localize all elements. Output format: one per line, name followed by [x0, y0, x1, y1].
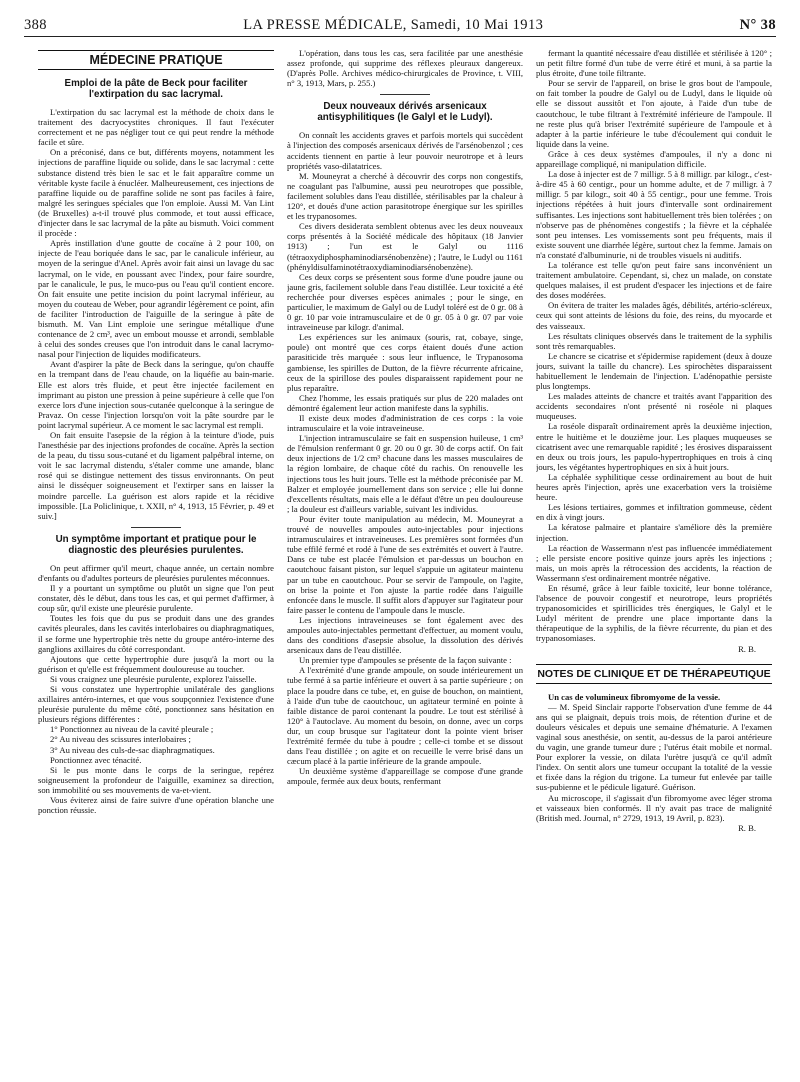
- paragraph: En résumé, grâce à leur faible toxicité, leur bonne tolérance, l'absence de pouvoir congestif et neurotrope, leurs propriétés trypanosomicides et spirillicides très énergiques, le Galyl et le Ludyl méritent de prendre une place importante dans la thérapeutique de la syphilis, de la fièvre récurrente, du pian et des trypanosomiases.: [536, 582, 772, 644]
- page-header: [24, 14, 776, 37]
- paragraph: Ponctionnez avec ténacité.: [50, 754, 142, 765]
- paragraph: Un premier type d'ampoules se présente de la façon suivante :: [299, 655, 512, 666]
- paragraph: Ajoutons que cette hypertrophie dure jusqu'à la mort ou la guérison et qu'elle est fréquemment douloureuse au toucher.: [38, 653, 274, 674]
- list-item: 2° Au niveau des scissures interlobaires ;: [50, 734, 191, 745]
- list-item: 1° Ponctionnez au niveau de la cavité pleurale ;: [50, 724, 214, 735]
- article-title-derives-arsenicaux: Deux nouveaux dérivés arsenicaux antisyphilitiques (le Galyl et le Ludyl).: [317, 101, 493, 124]
- paragraph: A l'extrémité d'une grande ampoule, on soude intérieurement un tube fermé à sa partie inférieure et ouvert à sa partie supérieure ; on place la poudre dans ce tube, et, en guise de bouchon, on maintient, à l'aide d'un tube de caoutchouc, un agitateur terminé en pointe à faible distance de paroi contenant la poudre. Le tout est stérilisé à 120° à l'autoclave. Au moment du besoin, on donne, avec un corps dur, un coup brusque sur l'agitateur dont la pointe vient briser l'extrémité fermée du tube à poudre ; celle-ci tombe et se dissout dans l'eau distillée ; on agite et on recueille le verre brisé dans un cæcum placé à la partie inférieure de la grande ampoule.: [287, 665, 523, 767]
- paragraph: Si vous craignez une pleurésie purulente, explorez l'aisselle.: [50, 673, 257, 684]
- paragraph: L'injection intramusculaire se fait en suspension huileuse, 1 cm³ de l'émulsion renfermant 0 gr. 20 ou 0 gr. 30 de corps actif. On fait deux injections de 1/2 cm³ chacune dans les masses musculaires de la région lombaire, de chaque côté du rachis. On renouvelle les injections tous les huit jours. Telle est la méthode préconisée par M. Balzer et employée journellement dans son service ; elle lui donne d'excellents résultats, mais elle a le défaut d'être un peu douloureuse ; la douleur est d'ailleurs variable, suivant les individus.: [287, 433, 523, 514]
- paragraph: Au microscope, il s'agissait d'un fibromyome avec léger stroma et vaisseaux bien conformés. Il n'y avait pas trace de malignité (British med. Journal, n° 2729, 1913, 19 Avril, p. 823).: [536, 792, 772, 823]
- paragraph: On peut affirmer qu'il meurt, chaque année, un certain nombre d'enfants ou d'adultes porteurs de pleurésies purulentes méconnues.: [38, 562, 274, 583]
- paragraph: Si vous constatez une hypertrophie unilatérale des ganglions axillaires antéro-internes, et que vous soupçonniez l'existence d'une pleurésie purulente du même côté, ponctionnez sans hésitation en plusieurs régions différentes :: [38, 683, 274, 725]
- paragraph: On a préconisé, dans ce but, différents moyens, notamment les injections de paraffine liquide ou solide, dans le sac lacrymal : cette substance distend très bien le sac et le fait apparaître comme un véritable kyste facile à énucléer. Malheureusement, ces injections de paraffine liquide ou de paraffine solide ne sont pas faciles à faire, malgré les seringues spéciales que l'on emploie. Aussi M. Van Lint (de Bruxelles) a-t-il trouvé plus commode, et tout aussi efficace, d'injecter dans le sac lacrymal de la pâte au bismuth. Voici comment il procède :: [38, 147, 274, 239]
- column-3: [536, 48, 772, 1073]
- paragraph: Il y a pourtant un symptôme ou plutôt un signe que l'on peut constater, dès le début, dans tous les cas, et qui permet d'affirmer, à coup sûr, qu'il existe une pleurésie purulente.: [38, 583, 274, 614]
- paragraph: Le chancre se cicatrise et s'épidermise rapidement (deux à douze jours, suivant la taille du chancre). Les spirochètes disparaissent habituellement le lendemain de l'injection. L'adénopathie persiste plus longtemps.: [536, 350, 772, 392]
- paragraph: La réaction de Wassermann n'est pas influencée immédiatement ; elle persiste encore positive quinze jours après les injections ; mais, un mois après la rétrocession des accidents, la réaction de Wassermann s'est ordinairement montrée négative.: [536, 542, 772, 583]
- paragraph: Avant d'aspirer la pâte de Beck dans la seringue, qu'on chauffe en la trempant dans de l'eau chaude, on la liquéfie au bain-marie. Elle est alors très fluide, et peut être injectée facilement en imprimant au piston une pression à peine supérieure à celle que l'on exerce lors d'une injection sous-cutanée quelconque à la seringue de Pravaz. On cesse l'injection lorsqu'on voit la pâte sourdre par le point lacrymal supérieur. A ce moment le sac lacrymal est rempli.: [38, 359, 274, 430]
- article-title-pleuresies: Un symptôme important et pratique pour le diagnostic des pleurésies purulentes.: [55, 533, 257, 556]
- article-derives-arsenicaux-continued: [536, 48, 772, 654]
- author-signature: R. B.: [738, 643, 756, 654]
- paragraph: Il existe deux modes d'administration de ces corps : la voie intramusculaire et la voie intraveineuse.: [287, 413, 523, 434]
- paragraph: La tolérance est telle qu'on peut faire sans inconvénient un traitement ambulatoire. Cependant, si, chez un malade, on constate quelques malaises, il est prudent d'espacer les injections et de faire des doses modérées.: [536, 259, 772, 301]
- article-pleuresies-body: [38, 563, 274, 815]
- paragraph: Un deuxième système d'appareillage se compose d'une grande ampoule, fermée aux deux bouts, renfermant: [287, 766, 523, 787]
- paragraph: Les lésions tertiaires, gommes et infiltration gommeuse, cèdent en dix à vingt jours.: [536, 502, 772, 523]
- paragraph: On évitera de traiter les malades âgés, débilités, artério-scléreux, ceux qui sont atteints de lésions du foie, des reins, du myocarde et des vaisseaux.: [536, 300, 772, 331]
- paragraph: Après instillation d'une goutte de cocaïne à 2 pour 100, on injecte de l'eau boriquée dans le sac, par le canalicule inférieur, au moyen de la seringue d'Anel. Après avoir fait ainsi un lavage du sac lacrymal, on le vide, en poussant avec l'index, pour faire sourdre, par le canalicule, le pus, le muco-pus ou l'eau qu'il contient encore. On fait ensuite une petite incision du point lacrymal inférieur, au moyen du couteau de Weber, pour agrandir légèrement ce point, afin de faciliter l'introduction de l'aiguille de la seringue à pâte de bismuth. M. Van Lint emploie une seringue métallique d'une contenance de 2 cm³, avec un embout mousse et arrondi, semblable à celui des sondes creuses que l'on introduit dans le canal lacrymo-nasal pour l'injection de liquides modificateurs.: [38, 238, 274, 360]
- article-separator: [380, 94, 430, 95]
- list-item: 3° Au niveau des culs-de-sac diaphragmatiques.: [50, 744, 215, 755]
- paragraph: Si le pus monte dans le corps de la seringue, repérez soigneusement la profondeur de l'aiguille, examinez sa direction, son immobilité ou ses mouvements de va-et-vient.: [38, 764, 274, 795]
- paragraph: Les injections intraveineuses se font également avec des ampoules auto-injectables permettant d'effectuer, au moment voulu, dans des conditions d'asepsie absolue, la dissolution des dérivés arsenicaux dans de l'eau distillée.: [287, 614, 523, 656]
- paragraph: fermant la quantité nécessaire d'eau distillée et stérilisée à 120° ; un petit filtre formé d'un tube de verre étiré et muni, à sa partie la plus étroite, d'une toile filtrante.: [536, 48, 772, 79]
- paragraph: Chez l'homme, les essais pratiqués sur plus de 220 malades ont démontré également leur action manifeste dans la syphilis.: [287, 392, 523, 413]
- paragraph: On fait ensuite l'asepsie de la région à la teinture d'iode, puis l'anesthésie par des injections profondes de cocaïne. Après la section de la peau, du tissu sous-cutané et du ligament palpébral interne, on voit le sac lacrymal distendu, s'étaler comme une amande, blanc rosé qui se distingue nettement des tissus environnants. On peut ainsi le disséquer soigneusement et l'extirper sans en laisser la moindre parcelle. La guérison est alors rapide et la récidive impossible. [La Policlinique, t. XXII, n° 4, 1913, 15 Février, p. 49 et suiv.]: [38, 430, 274, 521]
- column-2: [287, 48, 523, 1073]
- paragraph: Vous éviterez ainsi de faire suivre d'une opération blanche une ponction réussie.: [38, 795, 274, 816]
- paragraph: Les expériences sur les animaux (souris, rat, cobaye, singe, poule) ont montré que ces corps étaient doués d'une action parasiticide très marquée : sous leur influence, le Trypanosoma gambiense, les spirilles de Dutton, de la fièvre récurrente africaine, ceux de la spirillose des poules disparaissent rapidement pour ne plus reparaître.: [287, 332, 523, 393]
- paragraph: Les malades atteints de chancre et traités avant l'apparition des accidents secondaires n'ont présenté ni roséole ni plaques muqueuses.: [536, 391, 772, 422]
- paragraph: Les résultats cliniques observés dans le traitement de la syphilis sont très remarquables.: [536, 330, 772, 351]
- issue-number: N° 38: [739, 16, 776, 33]
- paragraph: Ces deux corps se présentent sous forme d'une poudre jaune ou jaune gris, facilement soluble dans l'eau distillée. Leur toxicité a été recherchée pour diverses espèces animales ; pour le singe, en particulier, le maximum de Galyl ou de Ludyl toléré est de 0 gr. 08 à 0 gr. 10 par voie intramusculaire et de 0 gr. 05 à 0 gr. 07 par voie intraveineuse par kilogr. d'animal.: [287, 271, 523, 333]
- page-number: 388: [24, 16, 47, 33]
- note-fibromyome: [536, 692, 772, 833]
- paragraph: On connaît les accidents graves et parfois mortels qui succèdent à l'injection des composés arsenicaux dérivés de l'arsénobenzol ; ces accidents tiennent en partie à leur pouvoir neurotrope et à leurs propriétés vaso-dilatatrices.: [287, 130, 523, 171]
- paragraph: Toutes les fois que du pus se produit dans une des grandes cavités pleurales, dans les cavités interlobaires ou diaphragmatiques, il se forme une hypertrophie très nette du groupe antéro-interne des ganglions axillaires du côté correspondant.: [38, 613, 274, 654]
- paragraph: La kératose palmaire et plantaire s'améliore dès la première injection.: [536, 522, 772, 543]
- journal-title: LA PRESSE MÉDICALE, Samedi, 10 Mai 1913: [243, 16, 544, 33]
- paragraph: Pour se servir de l'appareil, on brise le gros bout de l'ampoule, on fait tomber la poudre de Galyl ou de Ludyl, dans le liquide où elle se dissout aussitôt et l'on ajoute, à l'aide d'un tube de caoutchouc, le tube filtrant à l'extrémité inférieure de l'ampoule. Il ne reste plus qu'à briser l'extrémité supérieure de l'ampoule et à adapter à la partie inférieure le tube d'écoulement qui conduit le liquide dans la veine.: [536, 78, 772, 149]
- note-title: Un cas de volumineux fibromyome de la vessie.: [548, 691, 721, 702]
- section-title-notes-clinique: NOTES DE CLINIQUE ET DE THÉRAPEUTIQUE: [536, 664, 772, 684]
- paragraph: La dose à injecter est de 7 milligr. 5 à 8 milligr. par kilogr., c'est-à-dire 45 à 60 centigr., pour un homme adulte, et de 7 milligr. à 7 milligr. 5 par kilogr., soit 40 à 55 centigr., pour une femme. Trois injections répétées à huit jours d'intervalle sont ordinairement suffisantes. Les injections sont habituellement très bien tolérées ; on n'observe pas de phénomènes congestifs ; la fièvre et la céphalée sont peu intenses. Les vomissements sont peu fréquents, mais il existe souvent une diarrhée légère, surtout chez la femme. Jamais on n'a constaté d'albuminurie, ni de troubles visuels ni auditifs.: [536, 169, 772, 260]
- article-derives-arsenicaux-body: [287, 130, 523, 786]
- article-title-pate-de-beck: Emploi de la pâte de Beck pour faciliter l'extirpation du sac lacrymal.: [64, 78, 248, 100]
- paragraph: — M. Speid Sinclair rapporte l'observation d'une femme de 44 ans qui se plaignait, depuis trois mois, de rétention d'urine et de douleurs vésicales et depuis une semaine d'hématurie. A l'examen vaginal sous anesthésie, on sentit, au-dessus de la paroi antérieure du vagin, une grande tumeur dure ; l'utérus était mobile et normal. Pour explorer la vessie, on dilata l'urètre jusqu'à ce qu'il admît l'index. On sentit alors une tumeur occupant la totalité de la vessie et fixée dans la région du trigone. La tumeur fut enlevée par taille sus-pubienne et le pédicule ligaturé. Guérison.: [536, 701, 772, 793]
- note-signature: R. B.: [738, 822, 756, 833]
- paragraph: La céphalée syphilitique cesse ordinairement au bout de huit heures après l'injection, après une exacerbation vers la troisième heure.: [536, 471, 772, 503]
- paragraph: Grâce à ces deux systèmes d'ampoules, il n'y a donc ni appareillage compliqué, ni manipulation difficile.: [536, 148, 772, 170]
- column-1: [38, 48, 274, 1073]
- article-pate-de-beck-body: [38, 107, 274, 521]
- paragraph: L'opération, dans tous les cas, sera facilitée par une anesthésie assez profonde, qui supprime des réflexes pleuraux dangereux. (D'après Polle. Archives médico-chirurgicales de Province, t. VIII, n° 3, 1913, Mars, p. 255.): [287, 48, 523, 89]
- section-title-medecine-pratique: MÉDECINE PRATIQUE: [38, 50, 274, 70]
- paragraph: La roséole disparaît ordinairement après la deuxième injection, entre le huitième et le douzième jour. Les plaques muqueuses se cicatrisent avec une remarquable rapidité ; les érosives disparaissent en deux ou trois jours, les papulo-hypertrophiques en trois à cinq jours, les végétantes hypertrophiques en six à huit jours.: [536, 421, 772, 472]
- paragraph: Pour éviter toute manipulation au médecin, M. Mouneyrat a trouvé de nouvelles ampoules auto-injectables pour injections intramusculaires et intraveineuses. Les premières sont formées d'un tube effilé fermé et rodé à l'une de ses extrémités et ouvert à l'autre. Dans ce tube est placée l'émulsion et par-dessus un bouchon en caoutchouc faisant piston, sur lequel s'appuie un agitateur maintenu par un tube en caoutchouc. Pour se servir de l'ampoule, on l'agite, on brise la pointe et l'on ajuste la partie rodée dans l'aiguille enfoncée dans le muscle. Il suffit alors d'appuyer sur l'agitateur pour faire passer le contenu de l'ampoule dans le muscle.: [287, 513, 523, 615]
- paragraph: M. Mouneyrat a cherché à découvrir des corps non congestifs, ne coagulant pas l'albumine, aussi peu neurotropes que possible, facilement solubles dans l'eau distillée, stérilisables par la chaleur à 120°, et doués d'une action parasitotrope énergique sur les spirilles et les trypanosomes.: [287, 170, 523, 222]
- article-separator: [131, 527, 181, 528]
- paragraph: L'extirpation du sac lacrymal est la méthode de choix dans le traitement des dacryocystites chroniques. Il faut l'exécuter correctement et ne pas négliger tout ce qui peut rendre la méthode facile et sûre.: [38, 107, 274, 148]
- paragraph: Ces divers desiderata semblent obtenus avec les deux nouveaux corps présentés à la Société médicale des hôpitaux (18 Janvier 1913) ; l'un est le Galyl ou 1116 (tétraoxydiphosphaminodiarsénobenzène) ; l'autre, le Ludyl ou 1161 (phényldisulfaminotétraoxydiaminodiarsénobenzène).: [287, 221, 523, 272]
